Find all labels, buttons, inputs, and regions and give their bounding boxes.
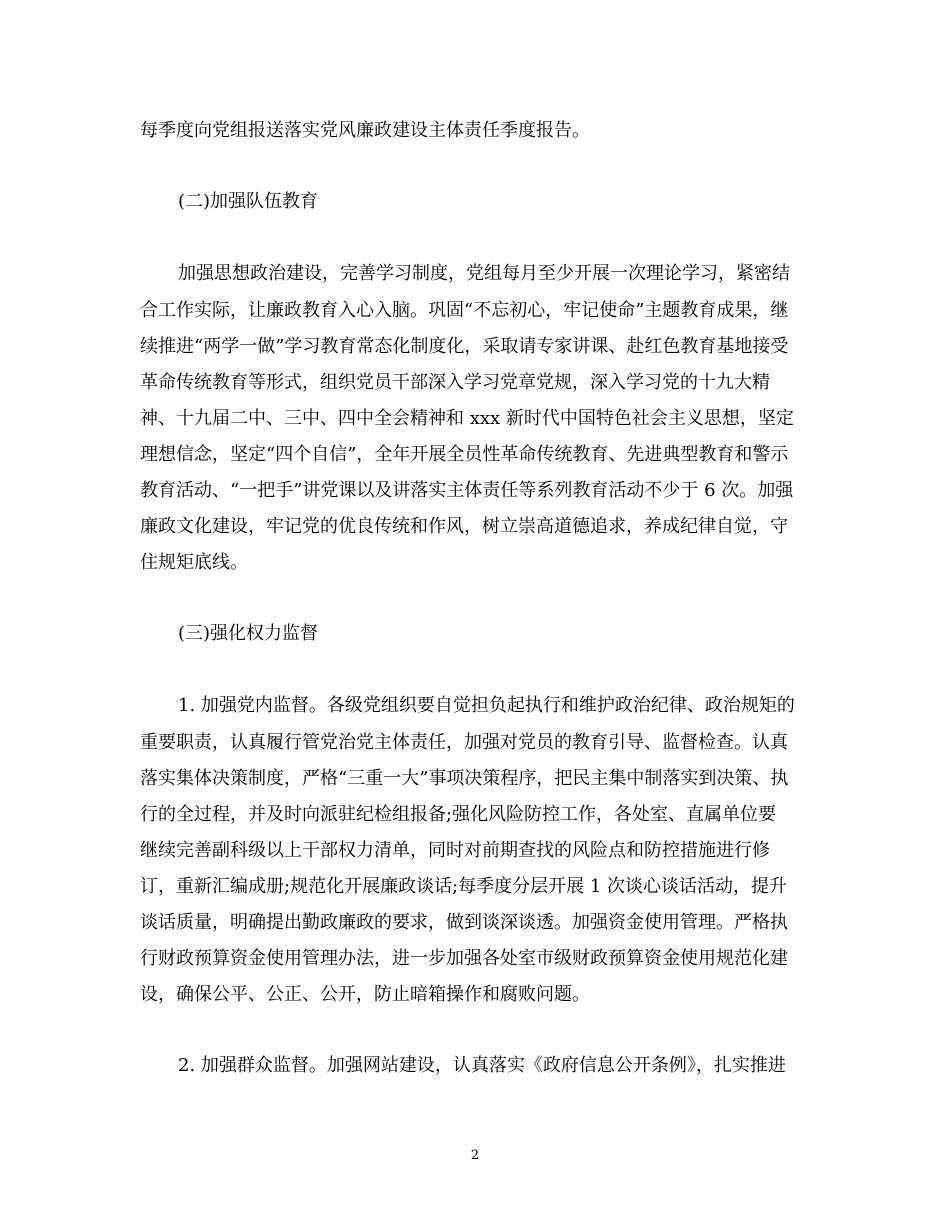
paragraph-line: 1. 加强党内监督。各级党组织要自觉担负起执行和维护政治纪律、政治规矩的 <box>178 695 795 716</box>
paragraph-line: 神、十九届二中、三中、四中全会精神和 xxx 新时代中国特色社会主义思想，坚定 <box>140 408 794 429</box>
paragraph-line: 落实集体决策制度，严格“三重一大”事项决策程序，把民主集中制落实到决策、执 <box>140 768 789 789</box>
paragraph-line: 加强思想政治建设，完善学习制度，党组每月至少开展一次理论学习，紧密结 <box>178 263 790 284</box>
page-number: 2 <box>470 1148 480 1163</box>
paragraph-line: 理想信念，坚定“四个自信”，全年开展全员性革命传统教育、先进典型教育和警示 <box>140 444 789 465</box>
paragraph-line: 2. 加强群众监督。加强网站建设，认真落实《政府信息公开条例》，扎实推进 <box>178 1055 786 1076</box>
paragraph-line: 教育活动、“一把手”讲党课以及讲落实主体责任等系列教育活动不少于 6 次。加强 <box>140 480 794 501</box>
paragraph-line: 行的全过程，并及时向派驻纪检组报备;强化风险防控工作，各处室、直属单位要 <box>140 804 777 825</box>
paragraph-line: 行财政预算资金使用管理办法，进一步加强各处室市级财政预算资金使用规范化建 <box>140 948 788 969</box>
paragraph-line: 合工作实际，让廉政教育入心入脑。巩固“不忘初心，牢记使命”主题教育成果，继 <box>140 300 789 321</box>
paragraph-line: 革命传统教育等形式，组织党员干部深入学习党章党规，深入学习党的十九大精 <box>140 372 770 393</box>
paragraph-line: 继续完善副科级以上干部权力清单，同时对前期查找的风险点和防控措施进行修 <box>140 840 770 861</box>
paragraph-line: 每季度向党组报送落实党风廉政建设主体责任季度报告。 <box>140 120 590 141</box>
section-heading: (三)强化权力监督 <box>178 623 319 644</box>
paragraph-line: 订，重新汇编成册;规范化开展廉政谈话;每季度分层开展 1 次谈心谈话活动，提升 <box>140 876 788 897</box>
paragraph-line: 续推进“两学一做”学习教育常态化制度化，采取请专家讲课、赴红色教育基地接受 <box>140 336 789 357</box>
paragraph-line: 重要职责，认真履行管党治党主体责任，加强对党员的教育引导、监督检查。认真 <box>140 732 788 753</box>
paragraph-line: 廉政文化建设，牢记党的优良传统和作风，树立崇高道德追求，养成纪律自觉，守 <box>140 516 788 537</box>
paragraph-line: 谈话质量，明确提出勤政廉政的要求，做到谈深谈透。加强资金使用管理。严格执 <box>140 912 788 933</box>
paragraph-line: 设，确保公平、公正、公开，防止暗箱操作和腐败问题。 <box>140 984 590 1005</box>
section-heading: (二)加强队伍教育 <box>178 191 319 212</box>
paragraph-line: 住规矩底线。 <box>140 552 248 573</box>
